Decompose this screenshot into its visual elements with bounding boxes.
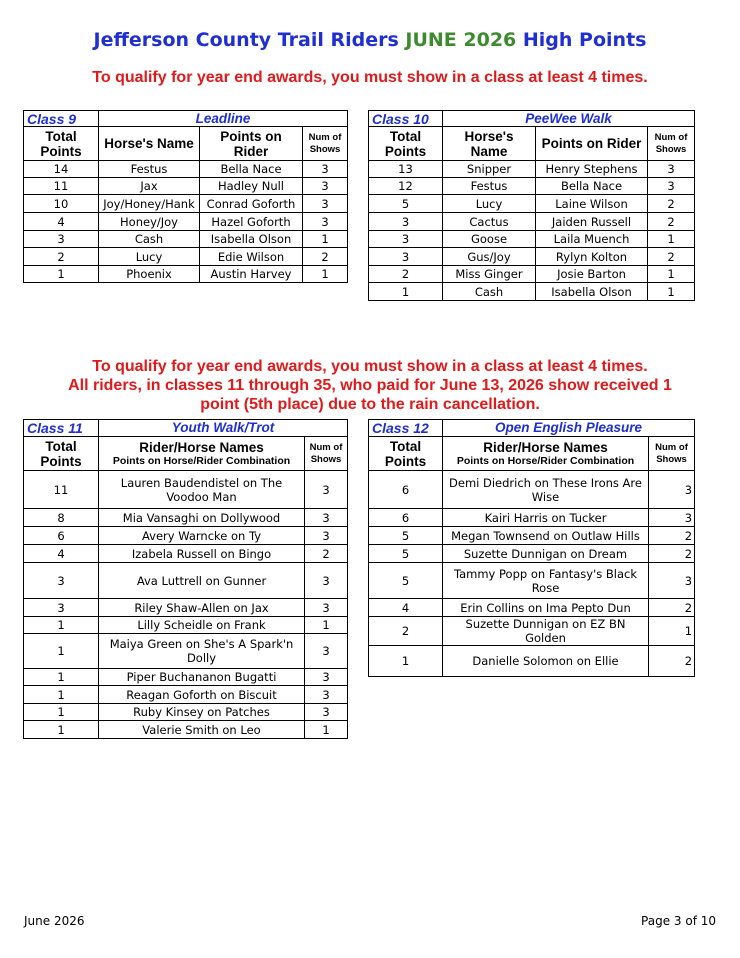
page-title xyxy=(0,29,740,51)
table-cell: 2 xyxy=(649,545,695,563)
table-cell: Lauren Baudendistel on The Voodoo Man xyxy=(99,471,305,509)
table-cell: 3 xyxy=(303,213,348,231)
class-name: PeeWee Walk xyxy=(443,111,695,127)
table-row xyxy=(24,248,348,266)
table-cell: 2 xyxy=(24,248,99,266)
table-row xyxy=(369,471,695,509)
table-row xyxy=(24,178,348,195)
table-cell: 3 xyxy=(649,471,695,509)
table-cell: 3 xyxy=(649,509,695,527)
table-cell: 3 xyxy=(648,178,695,195)
table-cell: Honey/Joy xyxy=(99,213,200,231)
table-cell: 1 xyxy=(303,231,348,248)
table-row xyxy=(24,527,348,545)
table-cell: 2 xyxy=(369,617,443,646)
table-cell: Kairi Harris on Tucker xyxy=(443,509,649,527)
table-cell: 11 xyxy=(24,178,99,195)
table-row xyxy=(24,509,348,527)
table-cell: Maiya Green on She's A Spark'n Dolly xyxy=(99,634,305,669)
table-cell: 3 xyxy=(24,231,99,248)
table-row xyxy=(369,266,695,283)
table-cell: Conrad Goforth xyxy=(200,195,303,213)
header-horse-name: Horse's Name xyxy=(443,127,536,161)
header-num-shows: Num of Shows xyxy=(305,437,348,471)
header-points-on-rider: Points on Rider xyxy=(200,127,303,161)
header-points-on-rider: Points on Rider xyxy=(536,127,648,161)
class-label: Class 11 xyxy=(24,420,99,437)
table-cell: 1 xyxy=(24,704,99,721)
table-cell: 2 xyxy=(649,599,695,617)
table-cell: 13 xyxy=(369,161,443,178)
table-cell: 3 xyxy=(24,563,99,599)
header-horse-name: Horse's Name xyxy=(99,127,200,161)
table-cell: 3 xyxy=(305,599,348,617)
table-cell: Erin Collins on Ima Pepto Dun xyxy=(443,599,649,617)
table-cell: 1 xyxy=(648,231,695,248)
table-cell: 2 xyxy=(369,266,443,283)
table-row xyxy=(24,563,348,599)
class-11-table xyxy=(23,419,348,739)
table-cell: Gus/Joy xyxy=(443,248,536,266)
header-total-points: Total Points xyxy=(24,437,99,471)
title-part1: Jefferson County Trail Riders xyxy=(93,29,406,51)
table-cell: 4 xyxy=(369,599,443,617)
table-cell: 1 xyxy=(24,669,99,686)
class-12-table xyxy=(368,419,695,677)
table-cell: Hazel Goforth xyxy=(200,213,303,231)
table-row xyxy=(369,646,695,677)
table-cell: Edie Wilson xyxy=(200,248,303,266)
table-row xyxy=(24,686,348,704)
table-row xyxy=(369,178,695,195)
table-cell: 1 xyxy=(24,634,99,669)
table-cell: 3 xyxy=(305,527,348,545)
header-rider-horse-subtitle: Points on Horse/Rider Combination xyxy=(112,455,291,467)
header-num-shows: Num of Shows xyxy=(649,437,695,471)
table-cell: 3 xyxy=(24,599,99,617)
table-row xyxy=(24,634,348,669)
table-cell: Lilly Scheidle on Frank xyxy=(99,617,305,634)
table-cell: 2 xyxy=(648,195,695,213)
table-cell: Goose xyxy=(443,231,536,248)
table-cell: 3 xyxy=(305,471,348,509)
table-cell: 5 xyxy=(369,563,443,599)
table-cell: Demi Diedrich on These Irons Are Wise xyxy=(443,471,649,509)
table-cell: Josie Barton xyxy=(536,266,648,283)
table-cell: Lucy xyxy=(443,195,536,213)
table-cell: 1 xyxy=(648,266,695,283)
table-cell: Suzette Dunnigan on Dream xyxy=(443,545,649,563)
table-cell: 1 xyxy=(24,617,99,634)
table-row xyxy=(24,704,348,721)
table-cell: 1 xyxy=(305,617,348,634)
header-total-points: Total Points xyxy=(369,127,443,161)
table-cell: 6 xyxy=(24,527,99,545)
table-cell: 2 xyxy=(649,527,695,545)
table-row xyxy=(369,545,695,563)
class-name: Open English Pleasure xyxy=(443,420,695,437)
table-cell: 11 xyxy=(24,471,99,509)
table-cell: Rylyn Kolton xyxy=(536,248,648,266)
table-cell: 6 xyxy=(369,509,443,527)
table-cell: Cash xyxy=(99,231,200,248)
table-row xyxy=(369,617,695,646)
table-cell: 3 xyxy=(649,563,695,599)
table-cell: 3 xyxy=(305,563,348,599)
table-cell: Snipper xyxy=(443,161,536,178)
table-cell: Miss Ginger xyxy=(443,266,536,283)
table-cell: 1 xyxy=(649,617,695,646)
table-cell: 1 xyxy=(648,283,695,301)
table-cell: Ava Luttrell on Gunner xyxy=(99,563,305,599)
header-rider-horse-names xyxy=(443,437,649,471)
table-cell: 1 xyxy=(303,266,348,283)
table-cell: 2 xyxy=(305,545,348,563)
class-name: Leadline xyxy=(99,111,348,127)
table-cell: 1 xyxy=(369,646,443,677)
table-cell: Hadley Null xyxy=(200,178,303,195)
class-name: Youth Walk/Trot xyxy=(99,420,348,437)
table-cell: 3 xyxy=(303,178,348,195)
title-part2: High Points xyxy=(516,29,647,51)
header-total-points: Total Points xyxy=(369,437,443,471)
table-row xyxy=(24,471,348,509)
header-rider-horse-title: Rider/Horse Names xyxy=(139,440,264,455)
table-cell: Lucy xyxy=(99,248,200,266)
table-cell: Valerie Smith on Leo xyxy=(99,721,305,739)
table-cell: 2 xyxy=(303,248,348,266)
table-cell: 6 xyxy=(369,471,443,509)
table-cell: 4 xyxy=(24,213,99,231)
table-cell: Avery Warncke on Ty xyxy=(99,527,305,545)
table-row xyxy=(24,161,348,178)
table-cell: 3 xyxy=(648,161,695,178)
table-cell: 1 xyxy=(369,283,443,301)
table-cell: 14 xyxy=(24,161,99,178)
table-row xyxy=(24,617,348,634)
class-label: Class 10 xyxy=(369,111,443,127)
table-cell: 5 xyxy=(369,545,443,563)
class-10-table xyxy=(368,110,695,301)
table-row xyxy=(369,563,695,599)
table-cell: Laine Wilson xyxy=(536,195,648,213)
notice-mid-line-1: To qualify for year end awards, you must show in a class at least 4 times. xyxy=(92,358,648,375)
table-row xyxy=(369,283,695,301)
header-num-shows: Num of Shows xyxy=(648,127,695,161)
table-row xyxy=(369,527,695,545)
table-cell: Austin Harvey xyxy=(200,266,303,283)
class-label: Class 9 xyxy=(24,111,99,127)
table-row xyxy=(369,599,695,617)
table-row xyxy=(369,248,695,266)
footer-page-number: Page 3 of 10 xyxy=(641,914,716,928)
table-cell: Isabella Olson xyxy=(536,283,648,301)
table-cell: 3 xyxy=(305,669,348,686)
table-row xyxy=(24,231,348,248)
table-row xyxy=(24,195,348,213)
table-cell: Jax xyxy=(99,178,200,195)
notice-mid xyxy=(0,357,740,414)
table-cell: 2 xyxy=(649,646,695,677)
table-row xyxy=(369,161,695,178)
notice-mid-line-2: All riders, in classes 11 through 35, who paid for June 13, 2026 show received 1 xyxy=(68,377,672,394)
table-row xyxy=(369,231,695,248)
table-cell: 3 xyxy=(303,161,348,178)
table-cell: 1 xyxy=(24,686,99,704)
table-cell: Henry Stephens xyxy=(536,161,648,178)
header-total-points: Total Points xyxy=(24,127,99,161)
table-cell: 8 xyxy=(24,509,99,527)
table-cell: Riley Shaw-Allen on Jax xyxy=(99,599,305,617)
header-num-shows: Num of Shows xyxy=(303,127,348,161)
table-row xyxy=(369,509,695,527)
table-cell: Piper Buchananon Bugatti xyxy=(99,669,305,686)
table-cell: Isabella Olson xyxy=(200,231,303,248)
table-cell: Festus xyxy=(443,178,536,195)
table-cell: 3 xyxy=(305,509,348,527)
header-rider-horse-names xyxy=(99,437,305,471)
table-cell: 5 xyxy=(369,527,443,545)
class-9-table xyxy=(23,110,348,283)
table-cell: 1 xyxy=(24,721,99,739)
class-label: Class 12 xyxy=(369,420,443,437)
table-cell: Suzette Dunnigan on EZ BN Golden xyxy=(443,617,649,646)
table-cell: Phoenix xyxy=(99,266,200,283)
table-row xyxy=(24,545,348,563)
table-cell: 4 xyxy=(24,545,99,563)
table-cell: Danielle Solomon on Ellie xyxy=(443,646,649,677)
notice-top: To qualify for year end awards, you must show in a class at least 4 times. xyxy=(92,69,648,86)
table-cell: 3 xyxy=(369,248,443,266)
table-row xyxy=(24,669,348,686)
table-cell: 1 xyxy=(305,721,348,739)
table-cell: 3 xyxy=(305,686,348,704)
table-cell: Laila Muench xyxy=(536,231,648,248)
header-rider-horse-title: Rider/Horse Names xyxy=(483,440,608,455)
table-cell: Cactus xyxy=(443,213,536,231)
notice-mid-line-3: point (5th place) due to the rain cancellation. xyxy=(200,396,540,413)
table-cell: 5 xyxy=(369,195,443,213)
table-row xyxy=(24,213,348,231)
table-cell: Reagan Goforth on Biscuit xyxy=(99,686,305,704)
header-rider-horse-subtitle: Points on Horse/Rider Combination xyxy=(456,455,635,467)
table-cell: Festus xyxy=(99,161,200,178)
table-cell: Cash xyxy=(443,283,536,301)
table-row xyxy=(24,599,348,617)
table-cell: 3 xyxy=(369,231,443,248)
table-cell: Izabela Russell on Bingo xyxy=(99,545,305,563)
table-cell: Jaiden Russell xyxy=(536,213,648,231)
table-row xyxy=(24,266,348,283)
table-cell: 10 xyxy=(24,195,99,213)
table-cell: 1 xyxy=(24,266,99,283)
table-cell: 3 xyxy=(305,704,348,721)
table-cell: Megan Townsend on Outlaw Hills xyxy=(443,527,649,545)
table-row xyxy=(24,721,348,739)
table-cell: 2 xyxy=(648,213,695,231)
table-row xyxy=(369,213,695,231)
table-row xyxy=(369,195,695,213)
table-cell: 3 xyxy=(303,195,348,213)
table-cell: 12 xyxy=(369,178,443,195)
footer-date: June 2026 xyxy=(24,914,85,928)
table-cell: Tammy Popp on Fantasy's Black Rose xyxy=(443,563,649,599)
table-cell: 3 xyxy=(305,634,348,669)
table-cell: 3 xyxy=(369,213,443,231)
table-cell: Mia Vansaghi on Dollywood xyxy=(99,509,305,527)
table-cell: Joy/Honey/Hank xyxy=(99,195,200,213)
title-month: JUNE 2026 xyxy=(405,29,517,51)
table-cell: 2 xyxy=(648,248,695,266)
table-cell: Bella Nace xyxy=(536,178,648,195)
table-cell: Bella Nace xyxy=(200,161,303,178)
table-cell: Ruby Kinsey on Patches xyxy=(99,704,305,721)
